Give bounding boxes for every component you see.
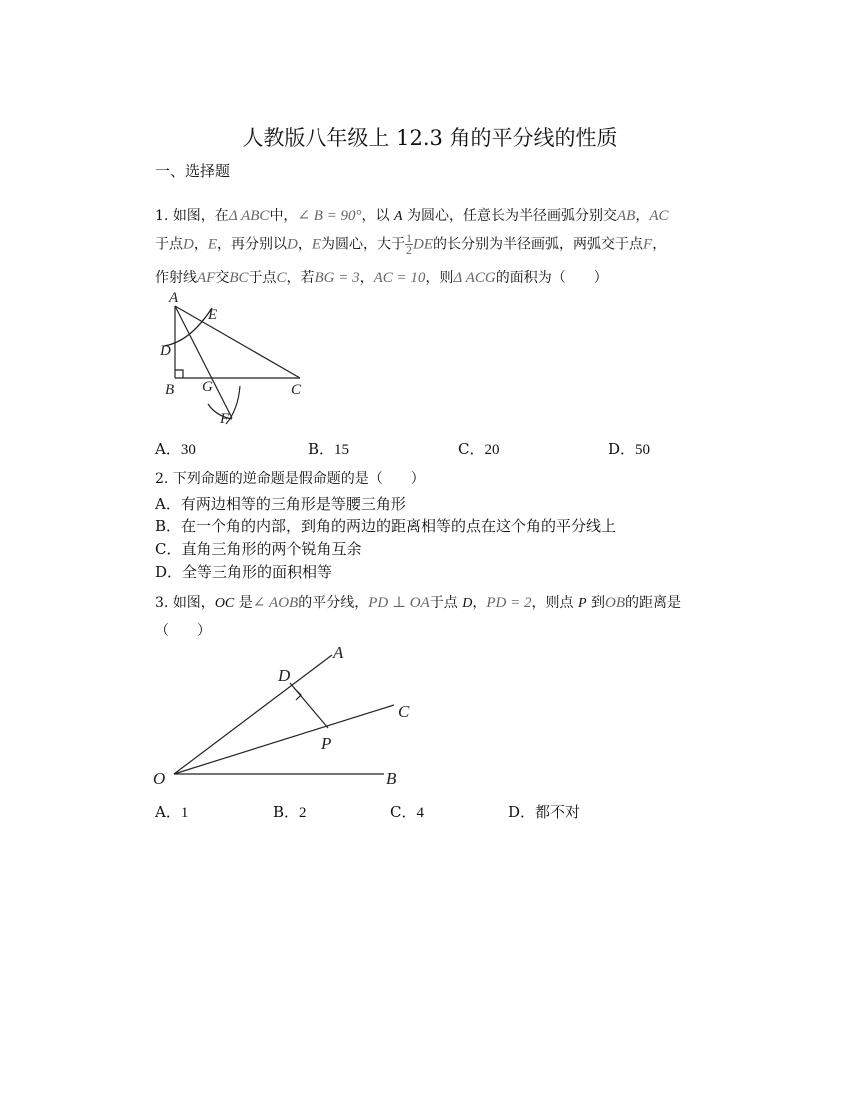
- q3-option-d[interactable]: D．都不对: [508, 803, 581, 821]
- q2-option-b[interactable]: B．在一个角的内部，到角的两边的距离相等的点在这个角的平分线上: [155, 517, 617, 535]
- label-A: A: [333, 643, 344, 662]
- q1-triangle-figure: [150, 286, 320, 436]
- fraction-one-half: $\frac{1}{2}$: [406, 231, 413, 257]
- q1-option-b[interactable]: B．15: [308, 440, 350, 458]
- q2-option-d[interactable]: D．全等三角形的面积相等: [155, 563, 333, 581]
- label-O: O: [153, 769, 166, 788]
- label-C: C: [291, 382, 302, 398]
- label-G: G: [202, 379, 213, 395]
- q2-stem: 2. 下列命题的逆命题是假命题的是（ ）: [155, 471, 425, 487]
- q1-option-c[interactable]: C．20: [458, 440, 500, 458]
- q1-option-d[interactable]: D．50: [608, 440, 651, 458]
- label-D: D: [278, 666, 291, 685]
- q3-option-c[interactable]: C．4: [390, 803, 424, 821]
- q1-line-2: 于点D，E，再分别以D，E为圆心，大于 $\frac{1}{2}$ DE的长分别为半径画弧，两弧交于点F，: [155, 231, 667, 257]
- q1-line-1: 1. 如图，在Δ ABC中，∠ B = 90°，以 A 为圆心，任意长为半径画弧分别交AB，AC: [155, 208, 669, 224]
- q2-option-a[interactable]: A．有两边相等的三角形是等腰三角形: [155, 495, 406, 513]
- label-A: A: [169, 290, 179, 306]
- page-title: 人教版八年级上 12.3 角的平分线的性质: [242, 126, 618, 150]
- label-B: B: [386, 769, 397, 788]
- q1-option-a[interactable]: A．30: [155, 440, 196, 458]
- label-B: B: [165, 382, 175, 398]
- label-E: E: [208, 307, 218, 323]
- q3-line-2: （ ）: [155, 623, 211, 639]
- q1-line-3: 作射线AF交BC于点C，若BG = 3，AC = 10，则Δ ACG的面积为（ ）: [155, 270, 608, 286]
- section-heading: 一、选择题: [155, 162, 231, 180]
- label-D: D: [160, 343, 171, 359]
- q3-line-1: 3. 如图，OC 是∠ AOB的平分线，PD ⊥ OA于点 D，PD = 2，则点 P 到OB的距离是: [155, 595, 681, 611]
- label-P: P: [321, 734, 332, 753]
- label-F: F: [220, 411, 230, 427]
- q3-option-a[interactable]: A．1: [155, 803, 189, 821]
- q3-option-b[interactable]: B．2: [273, 803, 307, 821]
- q2-option-c[interactable]: C．直角三角形的两个锐角互余: [155, 540, 362, 558]
- label-C: C: [398, 702, 410, 721]
- q3-angle-figure: [150, 638, 420, 793]
